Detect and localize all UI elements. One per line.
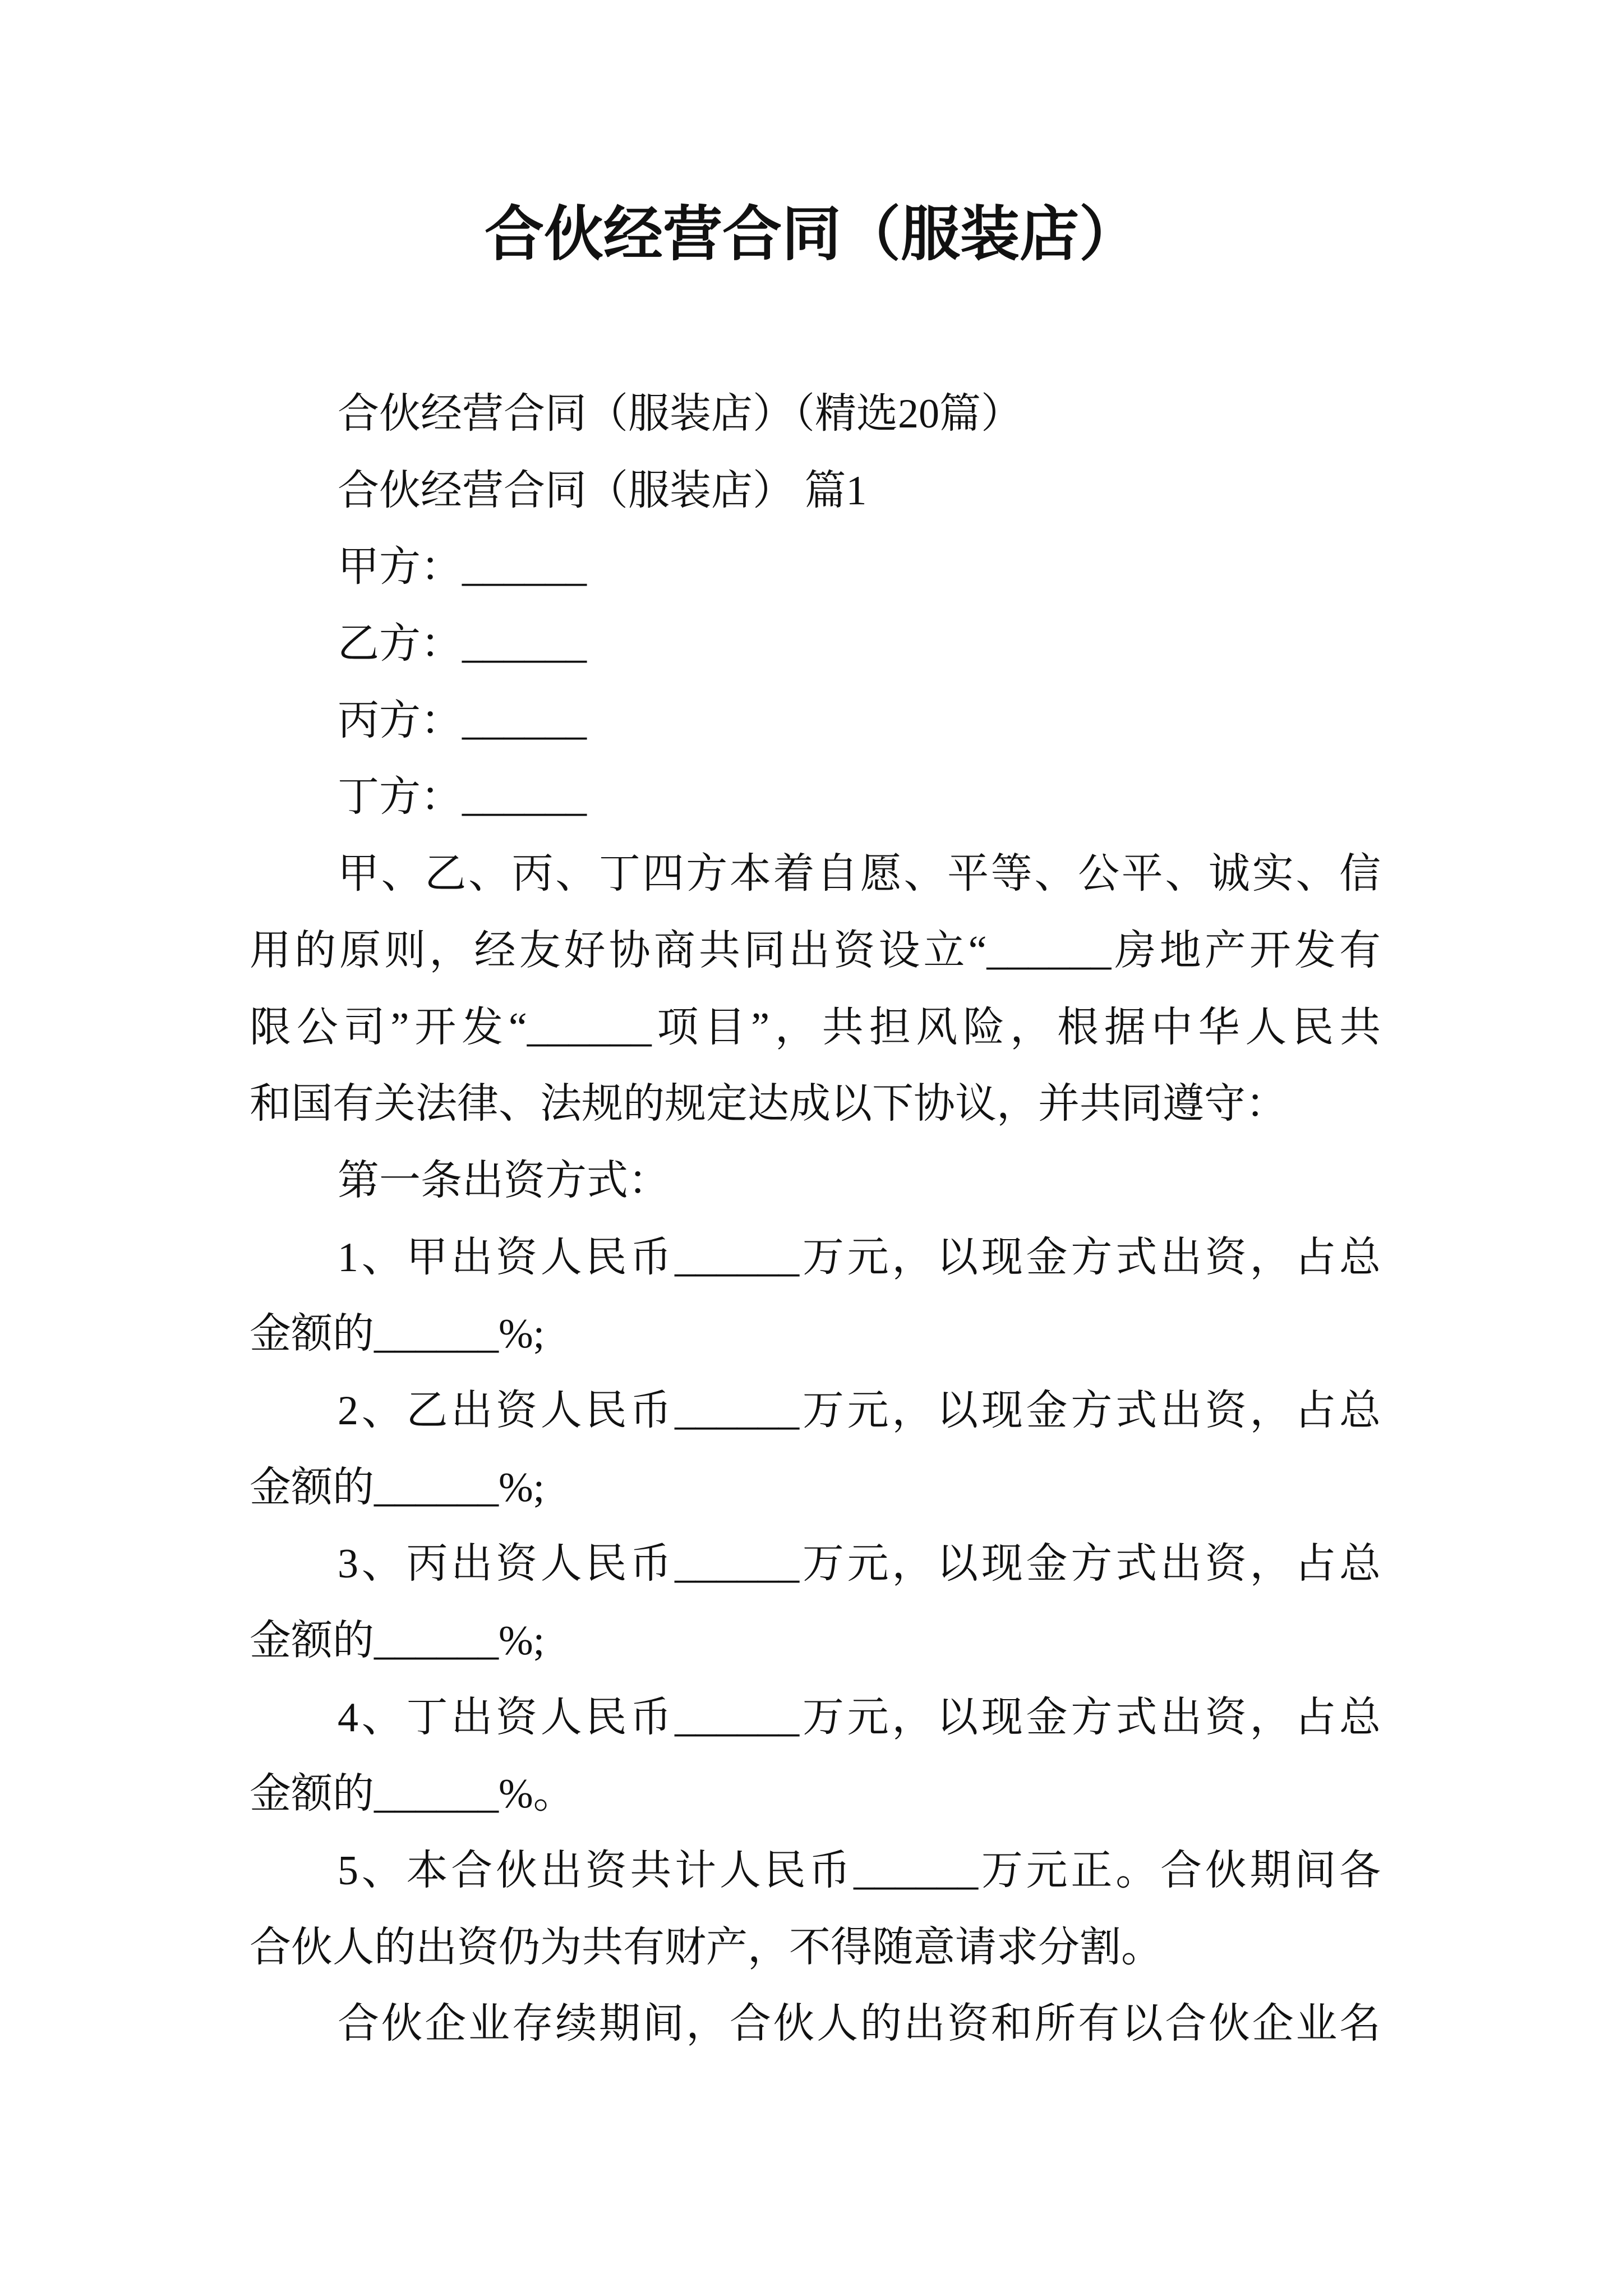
paragraph-line: 5、本合伙出资共计人民币______万元正。合伙期间各: [338, 1848, 1381, 1894]
paragraph-line: 限公司”开发“______项目”，共担风险，根据中华人民共: [250, 1004, 1381, 1051]
paragraph-line: 乙方：______: [338, 621, 587, 668]
article-title-paragraph: [250, 453, 1381, 530]
party-b-line: [250, 606, 1381, 683]
paragraph-line: 4、丁出资人民币______万元，以现金方式出资，占总: [338, 1694, 1381, 1741]
preamble-paragraph: [250, 836, 1381, 1143]
paragraph-line: 和国有关法律、法规的规定达成以下协议，并共同遵守：: [250, 1081, 1287, 1128]
paragraph-line: 3、丙出资人民币______万元，以现金方式出资，占总: [338, 1541, 1381, 1588]
paragraph-line: 2、乙出资人民币______万元，以现金方式出资，占总: [338, 1387, 1381, 1434]
paragraph-line: 第一条出资方式：: [338, 1157, 670, 1204]
clause-1-paragraph: [250, 1220, 1381, 1373]
paragraph-line: 金额的______%;: [250, 1464, 545, 1511]
paragraph-line: 金额的______%;: [250, 1311, 545, 1358]
paragraph-line: 用的原则，经友好协商共同出资设立“______房地产开发有: [250, 927, 1381, 974]
party-d-line: [250, 759, 1381, 836]
article-one-heading: [250, 1143, 1381, 1220]
paragraph-line: 合伙经营合同（服装店）（精选20篇）: [338, 391, 1022, 437]
continuation-paragraph: [250, 1986, 1381, 2063]
paragraph-line: 甲方：______: [338, 544, 587, 591]
clause-5-paragraph: [250, 1833, 1381, 1986]
clause-2-paragraph: [250, 1373, 1381, 1526]
paragraph-line: 合伙经营合同（服装店） 篇1: [338, 467, 867, 514]
party-a-line: [250, 529, 1381, 606]
paragraph-line: 金额的______%。: [250, 1771, 575, 1818]
paragraph-line: 合伙人的出资仍为共有财产，不得随意请求分割。: [250, 1924, 1163, 1971]
clause-4-paragraph: [250, 1680, 1381, 1833]
paragraph-line: 1、甲出资人民币______万元，以现金方式出资，占总: [338, 1234, 1381, 1281]
collection-title-paragraph: [250, 376, 1381, 453]
paragraph-line: 合伙企业存续期间，合伙人的出资和所有以合伙企业名: [338, 2001, 1381, 2047]
document-title: 合伙经营合同（服装店）: [485, 202, 1138, 268]
paragraph-line: 丁方：______: [338, 774, 587, 821]
paragraph-line: 金额的______%;: [250, 1618, 545, 1664]
paragraph-line: 丙方：______: [338, 697, 587, 744]
clause-3-paragraph: [250, 1526, 1381, 1679]
party-c-line: [250, 683, 1381, 760]
document-body: [250, 376, 1381, 2063]
paragraph-line: 甲、乙、丙、丁四方本着自愿、平等、公平、诚实、信: [338, 851, 1381, 898]
